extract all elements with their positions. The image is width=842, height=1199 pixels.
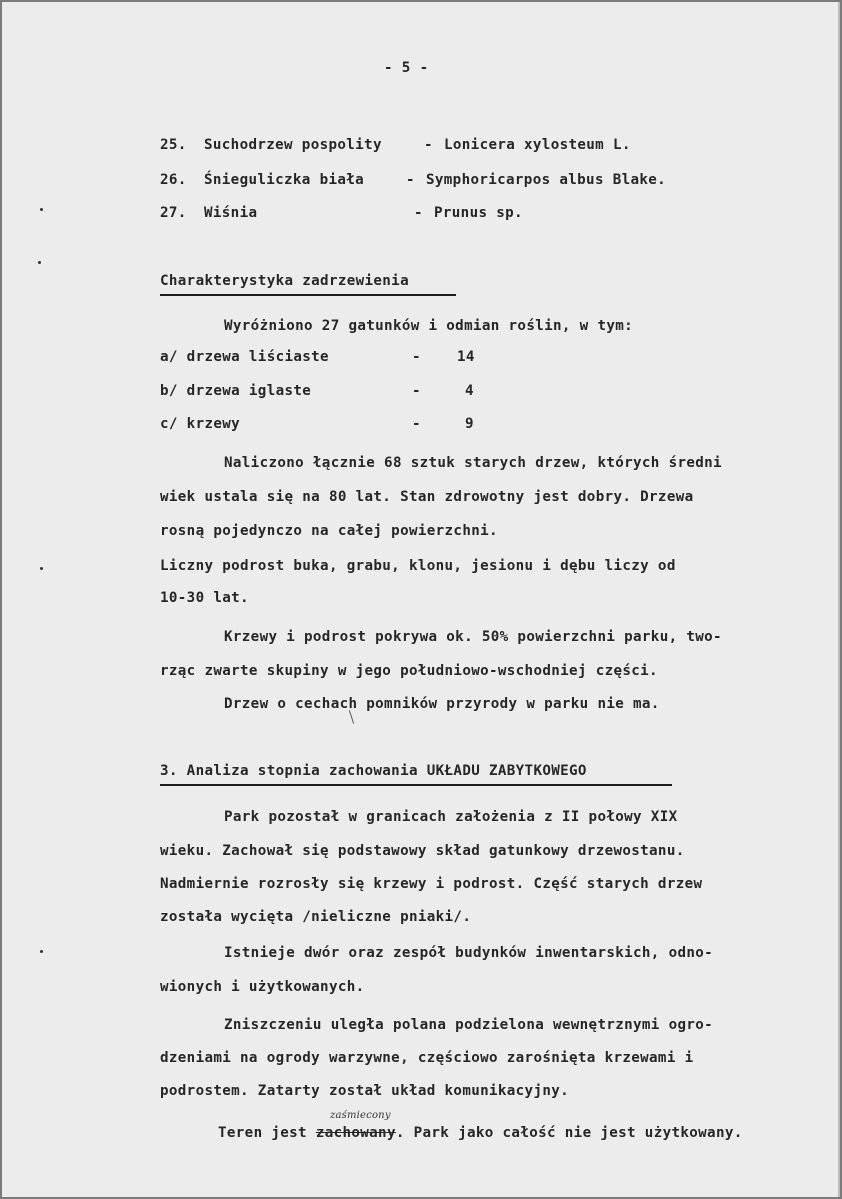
paragraph-line: 10-30 lat. [160,590,249,606]
species-latin: Prunus sp. [434,205,523,221]
count-row-value: 14 [457,349,475,365]
count-row-dash: - [412,349,421,365]
paragraph-line: Nadmiernie rozrosły się krzewy i podrost. Część starych drzew [160,876,703,892]
species-dash: - [406,172,415,188]
margin-speck [38,261,41,264]
paragraph-line: Park pozostał w granicach założenia z II połowy XIX [224,809,678,825]
paragraph-line: dzeniami na ogrody warzywne, częściowo zarośnięta krzewami i [160,1050,694,1066]
document-page [2,2,840,1197]
species-latin: Symphoricarpos albus Blake. [426,172,667,188]
section-heading-characteristics: Charakterystyka zadrzewienia [160,273,409,289]
paragraph-line: podrostem. Zatarty został układ komunikacyjny. [160,1083,570,1099]
species-latin: Lonicera xylosteum L. [444,137,631,153]
closing-line [218,1124,743,1142]
species-dash: - [424,137,433,153]
species-name: Suchodrzew pospolity [204,137,382,153]
margin-speck [40,567,43,570]
species-dash: - [414,205,423,221]
paragraph-line: została wycięta /nieliczne pniaki/. [160,909,472,925]
section-heading-3: 3. Analiza stopnia zachowania UKŁADU ZABYTKOWEGO [160,763,587,779]
paragraph-line: wieku. Zachował się podstawowy skład gatunkowy drzewostanu. [160,843,685,859]
count-row-label: c/ krzewy [160,416,241,432]
paragraph-line: Krzewy i podrost pokrywa ok. 50% powierzchni parku, two- [224,629,722,645]
paragraph-line: wionych i użytkowanych. [160,979,365,995]
paragraph-line: Liczny podrost buka, grabu, klonu, jesionu i dębu liczy od [160,558,676,574]
page-number: - 5 - [384,60,429,76]
paragraph-line: rząc zwarte skupiny w jego południowo-wschodniej części. [160,663,658,679]
struck-word: zachowany [315,1125,396,1141]
paragraph-line: rosną pojedynczo na całej powierzchni. [160,523,498,539]
species-num: 25. [160,137,187,153]
heading-underline [160,294,456,296]
paragraph-line: Istnieje dwór oraz zespół budynków inwentarskich, odno- [224,945,714,961]
species-num: 27. [160,205,187,221]
count-row-dash: - [412,383,421,399]
species-name: Śnieguliczka biała [204,172,365,188]
count-row-value: 9 [465,416,474,432]
margin-speck [40,208,43,211]
species-num: 26. [160,172,187,188]
handwritten-correction: zaśmiecony [330,1110,391,1121]
heading-underline [160,784,672,786]
count-row-label: b/ drzewa iglaste [160,383,312,399]
intro-line: Wyróżniono 27 gatunków i odmian roślin, w tym: [224,318,634,334]
closing-start: Teren jest [218,1125,316,1141]
margin-speck [40,950,43,953]
closing-end: . Park jako całość nie jest użytkowany. [395,1125,743,1141]
paragraph-line: wiek ustala się na 80 lat. Stan zdrowotny jest dobry. Drzewa [160,489,694,505]
count-row-label: a/ drzewa liściaste [160,349,329,365]
species-name: Wiśnia [204,205,258,221]
paragraph-line: Drzew o cechach pomników przyrody w parku nie ma. [224,696,660,712]
paragraph-line: Zniszczeniu uległa polana podzielona wewnętrznymi ogro- [224,1017,714,1033]
count-row-dash: - [412,416,421,432]
paragraph-line: Naliczono łącznie 68 sztuk starych drzew, których średni [224,455,722,471]
count-row-value: 4 [465,383,474,399]
